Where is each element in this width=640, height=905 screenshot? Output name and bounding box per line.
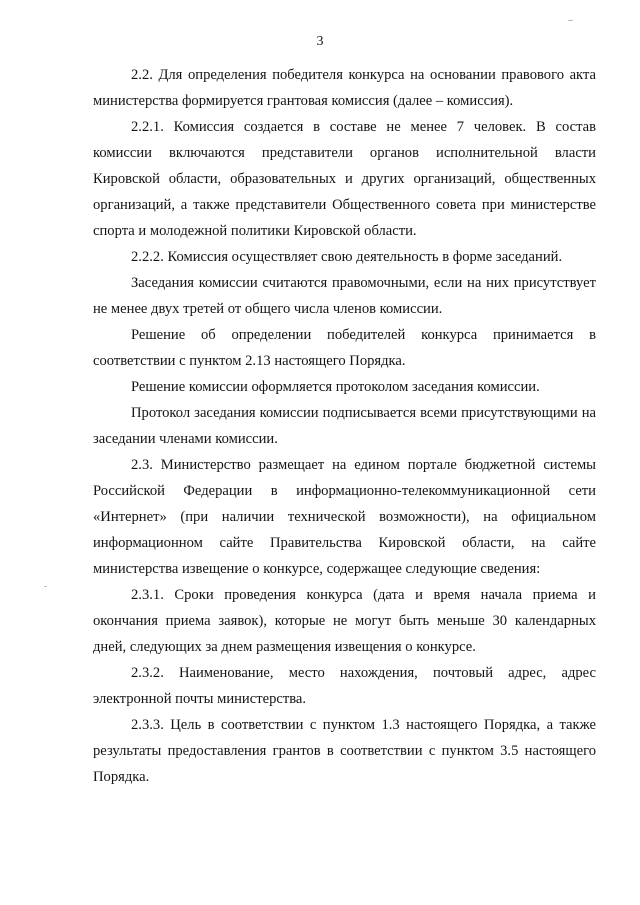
paragraph-2-3: 2.3. Министерство размещает на едином портале бюджетной системы Российской Федерации в информационно-телекоммуникационной сети «Интернет» (при наличии технической возможности), на официальном информационном сайте Правительства Кировской области, на сайте министерства извещение о конкурсе, содержащее следующие сведения: [93, 457, 596, 577]
paragraph-2-3-1: 2.3.1. Сроки проведения конкурса (дата и время начала приема и окончания приема заявок), которые не могут быть меньше 30 календарных дней, следующих за днем размещения извещения о конкурсе. [93, 587, 596, 655]
paragraph-quorum: Заседания комиссии считаются правомочными, если на них присутствует не менее двух третей от общего числа членов комиссии. [93, 275, 596, 317]
paragraph-protocol: Решение комиссии оформляется протоколом заседания комиссии. [131, 379, 540, 395]
paragraph-2-3-3: 2.3.3. Цель в соответствии с пунктом 1.3 настоящего Порядка, а также результаты предоставления грантов в соответствии с пунктом 3.5 настоящего Порядка. [93, 717, 596, 785]
paragraph-2-2-1: 2.2.1. Комиссия создается в составе не менее 7 человек. В состав комиссии включаются представители органов исполнительной власти Кировской области, образовательных и других организаций, общественных организаций, а также представители Общественного совета при министерстве спорта и молодежной политики Кировской области. [93, 119, 596, 239]
document-body [93, 62, 596, 790]
paragraph-2-2-2: 2.2.2. Комиссия осуществляет свою деятельность в форме заседаний. [131, 249, 563, 265]
paragraph-2-3-2: 2.3.2. Наименование, место нахождения, почтовый адрес, адрес электронной почты министерства. [93, 665, 596, 707]
page-number: 3 [316, 34, 324, 49]
paragraph-protocol-signing: Протокол заседания комиссии подписывается всеми присутствующими на заседании членами комиссии. [93, 405, 596, 447]
paragraph-winner-decision: Решение об определении победителей конкурса принимается в соответствии с пунктом 2.13 настоящего Порядка. [93, 327, 596, 369]
paragraph-2-2: 2.2. Для определения победителя конкурса на основании правового акта министерства формируется грантовая комиссия (далее – комиссия). [93, 67, 596, 109]
scan-artifact [44, 586, 47, 587]
scan-artifact [568, 20, 573, 21]
